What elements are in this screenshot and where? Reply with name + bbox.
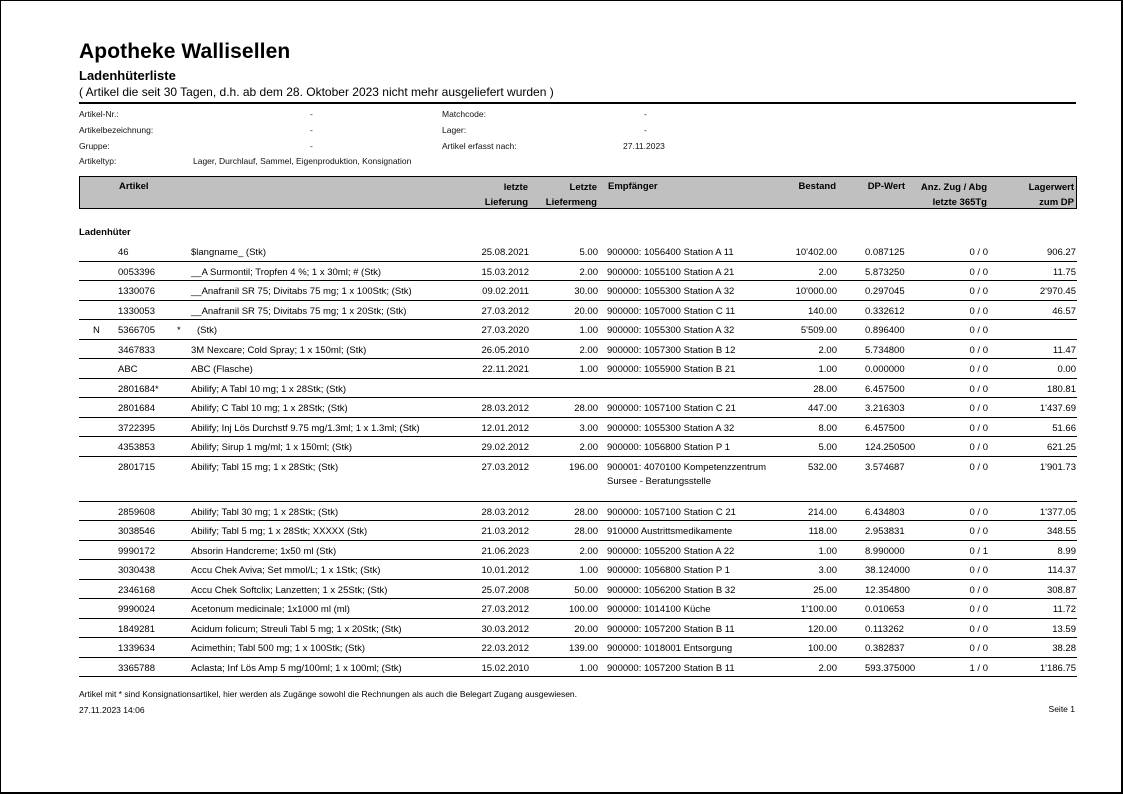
cell-empfaenger: 900000: 1055900 Station B 21 <box>607 364 736 375</box>
cell-artikel-nr: 2801684 <box>118 403 155 414</box>
cell-letzte-lieferung: 27.03.2012 <box>481 604 529 615</box>
table-body <box>79 242 1077 677</box>
cell-letzte-lieferung: 25.07.2008 <box>481 584 529 596</box>
cell-zug-abg: 0 / 1 <box>969 545 988 557</box>
cell-artikel-name: __Anafranil SR 75; Divitabs 75 mg; 1 x 100Stk; (Stk) <box>191 286 412 297</box>
cell-artikel-name: Abilify; Tabl 5 mg; 1 x 28Stk; XXXXX (Stk) <box>191 526 368 537</box>
cell-bestand: 118.00 <box>808 526 837 537</box>
cell-lagerwert: 348.55 <box>1046 526 1076 537</box>
cell-bestand: 447.00 <box>807 403 837 414</box>
cell-zug-abg: 1 / 0 <box>969 662 988 674</box>
cell-letzte-lieferung: 21.06.2023 <box>481 545 529 557</box>
cell-artikel-nr: 5366705 <box>118 325 155 336</box>
cell-dp-wert: 0.382837 <box>865 643 905 654</box>
cell-letzte-lieferung: 27.03.2012 <box>481 461 529 473</box>
cell-artikel-nr: 3467833 <box>118 344 155 356</box>
page-number: Seite 1 <box>1048 704 1075 714</box>
cell-letzte-lieferung: 22.11.2021 <box>482 364 529 375</box>
cell-konsignation-mark: * <box>177 325 181 336</box>
cell-empfaenger: 900000: 1018001 Entsorgung <box>607 643 733 654</box>
cell-zug-abg: 0 / 0 <box>969 506 988 518</box>
cell-lagerwert: 180.81 <box>1046 383 1076 395</box>
cell-artikel-name: Acidum folicum; Streuli Tabl 5 mg; 1 x 20Stk; (Stk) <box>191 623 402 635</box>
cell-letzte-lieferung: 09.02.2011 <box>482 286 529 297</box>
cell-liefermenge: 2.00 <box>579 442 598 453</box>
cell-empfaenger: 910000 Austrittsmedikamente <box>607 526 733 537</box>
cell-artikel-nr: 2346168 <box>118 584 155 596</box>
cell-zug-abg: 0 / 0 <box>969 266 988 278</box>
cell-lagerwert: 1'901.73 <box>1039 461 1076 473</box>
cell-dp-wert: 0.896400 <box>865 325 905 336</box>
print-datetime: 27.11.2023 14:06 <box>79 705 145 715</box>
col-header-lagerwert-line2: zum DP <box>1039 197 1074 208</box>
cell-bestand: 10'402.00 <box>795 247 837 258</box>
table-row <box>79 599 1077 619</box>
cell-dp-wert: 0.113262 <box>865 623 904 635</box>
cell-lagerwert: 0.00 <box>1057 364 1076 375</box>
cell-liefermenge: 196.00 <box>568 461 598 473</box>
cell-artikel-name: ABC (Flasche) <box>191 364 253 375</box>
cell-bestand: 214.00 <box>807 506 837 518</box>
cell-lagerwert: 11.75 <box>1052 266 1076 278</box>
cell-zug-abg: 0 / 0 <box>969 305 988 317</box>
cell-liefermenge: 50.00 <box>574 584 598 596</box>
cell-dp-wert: 6.457500 <box>865 383 905 395</box>
cell-dp-wert: 0.297045 <box>865 286 905 297</box>
cell-dp-wert: 8.990000 <box>865 545 905 557</box>
cell-empfaenger: 900000: 1057100 Station C 21 <box>607 403 736 414</box>
col-header-liefermenge-line1: Letzte <box>569 182 597 193</box>
cell-empfaenger: 900000: 1056200 Station B 32 <box>607 584 736 596</box>
cell-artikel-name: $langname_ (Stk) <box>191 247 266 258</box>
cell-letzte-lieferung: 27.03.2020 <box>481 325 529 336</box>
table-row <box>79 502 1077 522</box>
cell-zug-abg: 0 / 0 <box>969 461 988 473</box>
cell-artikel-name: Abilify; A Tabl 10 mg; 1 x 28Stk; (Stk) <box>191 383 347 395</box>
col-header-empfaenger: Empfänger <box>608 181 658 192</box>
cell-liefermenge: 139.00 <box>568 643 598 654</box>
cell-zug-abg: 0 / 0 <box>969 364 988 375</box>
report-subtitle: Ladenhüterliste <box>79 68 176 83</box>
filter-label-artikel-nr: Artikel-Nr.: <box>79 109 119 119</box>
cell-lagerwert: 2'970.45 <box>1039 286 1076 297</box>
cell-empfaenger: 900000: 1055100 Station A 21 <box>607 266 735 278</box>
col-header-dp-wert: DP-Wert <box>867 181 905 192</box>
cell-liefermenge: 2.00 <box>579 266 598 278</box>
cell-artikel-name: Absorin Handcreme; 1x50 ml (Stk) <box>191 545 337 557</box>
filter-label-artikeltyp: Artikeltyp: <box>79 156 117 166</box>
table-row <box>79 521 1077 541</box>
cell-artikel-name: Abilify; Tabl 15 mg; 1 x 28Stk; (Stk) <box>191 461 339 473</box>
cell-artikel-nr: 2859608 <box>118 506 155 518</box>
cell-artikel-nr: 0053396 <box>118 266 155 278</box>
cell-dp-wert: 593.375000 <box>865 662 916 674</box>
table-row <box>79 262 1077 282</box>
cell-zug-abg: 0 / 0 <box>969 422 988 434</box>
filter-value-gruppe: - <box>310 141 313 151</box>
cell-bestand: 100.00 <box>807 643 837 654</box>
cell-dp-wert: 5.873250 <box>865 266 905 278</box>
cell-empfaenger: 900000: 1056800 Station P 1 <box>607 442 730 453</box>
cell-artikel-nr: 1339634 <box>118 643 155 654</box>
cell-flag: N <box>93 325 100 336</box>
cell-bestand: 2.00 <box>818 662 837 674</box>
filter-label-matchcode: Matchcode: <box>442 109 486 119</box>
cell-bestand: 25.00 <box>813 584 837 596</box>
cell-letzte-lieferung: 29.02.2012 <box>481 442 529 453</box>
cell-empfaenger: 900000: 1057300 Station B 12 <box>607 344 736 356</box>
cell-artikel-nr: 1330053 <box>118 305 155 317</box>
filter-row-artikeltyp <box>79 156 1077 168</box>
cell-artikel-name: __A Surmontil; Tropfen 4 %; 1 x 30ml; # (Stk) <box>191 266 382 278</box>
cell-bestand: 140.00 <box>807 305 837 317</box>
table-row <box>79 580 1077 600</box>
cell-letzte-lieferung: 28.03.2012 <box>481 403 529 414</box>
table-row <box>79 340 1077 360</box>
cell-dp-wert: 6.457500 <box>865 422 905 434</box>
cell-lagerwert: 11.72 <box>1052 604 1076 615</box>
cell-empfaenger: 900000: 1057100 Station C 21 <box>607 506 736 518</box>
filter-value-artikelbezeichnung: - <box>310 125 313 135</box>
col-header-zug-abg-line2: letzte 365Tg <box>932 197 987 208</box>
cell-artikel-nr: 2801715 <box>118 461 155 473</box>
cell-zug-abg: 0 / 0 <box>969 584 988 596</box>
section-label: Ladenhüter <box>79 227 131 238</box>
cell-empfaenger: 900000: 1055300 Station A 32 <box>607 286 735 297</box>
cell-artikel-name: Abilify; Sirup 1 mg/ml; 1 x 150ml; (Stk) <box>191 442 353 453</box>
cell-artikel-nr: 46 <box>118 247 129 258</box>
cell-empfaenger: 900000: 1057200 Station B 11 <box>607 623 735 635</box>
filter-row-artikelbezeichnung <box>79 125 1077 137</box>
cell-bestand: 1'100.00 <box>800 604 837 615</box>
cell-bestand: 2.00 <box>818 266 837 278</box>
cell-dp-wert: 5.734800 <box>865 344 905 356</box>
cell-dp-wert: 3.574687 <box>865 461 905 473</box>
cell-artikel-name: Accu Chek Aviva; Set mmol/L; 1 x 1Stk; (Stk) <box>191 565 381 576</box>
table-row <box>79 619 1077 639</box>
cell-lagerwert: 8.99 <box>1057 545 1076 557</box>
table-row <box>79 242 1077 262</box>
cell-dp-wert: 0.087125 <box>865 247 905 258</box>
footnote: Artikel mit * sind Konsignationsartikel, hier werden als Zugänge sowohl die Rechnungen als auch die Belegart Zugang ausgewiesen. <box>79 689 578 699</box>
cell-bestand: 3.00 <box>818 565 837 576</box>
cell-letzte-lieferung: 22.03.2012 <box>481 643 529 654</box>
cell-dp-wert: 0.000000 <box>865 364 905 375</box>
col-header-letzte-lieferung-line2: Lieferung <box>484 197 528 208</box>
cell-artikel-nr: 3722395 <box>118 422 155 434</box>
cell-artikel-nr: 1330076 <box>118 286 155 297</box>
cell-empfaenger: 900000: 1056400 Station A 11 <box>607 247 734 258</box>
table-row <box>79 418 1077 438</box>
table-header <box>79 176 1077 209</box>
cell-bestand: 120.00 <box>807 623 837 635</box>
cell-liefermenge: 1.00 <box>579 662 598 674</box>
cell-artikel-name: Aclasta; Inf Lös Amp 5 mg/100ml; 1 x 100ml; (Stk) <box>191 662 402 674</box>
cell-zug-abg: 0 / 0 <box>969 325 988 336</box>
cell-lagerwert: 308.87 <box>1046 584 1076 596</box>
table-row <box>79 638 1077 658</box>
cell-dp-wert: 12.354800 <box>865 584 910 596</box>
cell-empfaenger: 900000: 1055300 Station A 32 <box>607 325 735 336</box>
cell-artikel-name: Abilify; Tabl 30 mg; 1 x 28Stk; (Stk) <box>191 506 339 518</box>
table-row <box>79 281 1077 301</box>
col-header-bestand: Bestand <box>798 181 836 192</box>
cell-liefermenge: 1.00 <box>579 325 598 336</box>
cell-zug-abg: 0 / 0 <box>969 403 988 414</box>
cell-letzte-lieferung: 12.01.2012 <box>481 422 529 434</box>
cell-zug-abg: 0 / 0 <box>969 604 988 615</box>
cell-liefermenge: 5.00 <box>579 247 598 258</box>
cell-artikel-nr: 3365788 <box>118 662 155 674</box>
cell-liefermenge: 1.00 <box>579 364 598 375</box>
cell-empfaenger: 900000: 1056800 Station P 1 <box>607 565 730 576</box>
table-row <box>79 437 1077 457</box>
cell-lagerwert: 13.59 <box>1052 623 1076 635</box>
filter-label-artikelbezeichnung: Artikelbezeichnung: <box>79 125 154 135</box>
header-divider <box>79 102 1076 104</box>
cell-artikel-nr: 9990024 <box>118 604 155 615</box>
cell-zug-abg: 0 / 0 <box>969 565 988 576</box>
table-row <box>79 379 1077 399</box>
cell-letzte-lieferung: 21.03.2012 <box>481 526 529 537</box>
filter-row-gruppe <box>79 141 1077 153</box>
cell-empfaenger: 900000: 1057200 Station B 11 <box>607 662 735 674</box>
cell-artikel-name: Abilify; C Tabl 10 mg; 1 x 28Stk; (Stk) <box>191 403 348 414</box>
cell-lagerwert: 114.37 <box>1047 565 1076 576</box>
cell-artikel-nr: 3038546 <box>118 526 155 537</box>
report-description: ( Artikel die seit 30 Tagen, d.h. ab dem 28. Oktober 2023 nicht mehr ausgeliefert wurden ) <box>79 85 554 99</box>
cell-zug-abg: 0 / 0 <box>969 442 988 453</box>
filter-label-gruppe: Gruppe: <box>79 141 110 151</box>
cell-lagerwert: 51.66 <box>1052 422 1076 434</box>
cell-lagerwert: 621.25 <box>1046 442 1076 453</box>
cell-artikel-name: Acimethin; Tabl 500 mg; 1 x 100Stk; (Stk) <box>191 643 366 654</box>
cell-bestand: 2.00 <box>818 344 837 356</box>
cell-artikel-nr: 1849281 <box>118 623 155 635</box>
cell-letzte-lieferung: 15.03.2012 <box>481 266 529 278</box>
cell-empfaenger: 900000: 1057000 Station C 11 <box>607 305 736 317</box>
cell-artikel-name: Accu Chek Softclix; Lanzetten; 1 x 25Stk; (Stk) <box>191 584 388 596</box>
cell-artikel-name: Abilify; Inj Lös Durchstf 9.75 mg/1.3ml; 1 x 1.3ml; (Stk) <box>191 422 420 434</box>
cell-dp-wert: 38.124000 <box>865 565 910 576</box>
table-row <box>79 457 1077 502</box>
cell-bestand: 5.00 <box>818 442 837 453</box>
cell-lagerwert: 38.28 <box>1052 643 1076 654</box>
cell-artikel-nr: 9990172 <box>118 545 155 557</box>
cell-liefermenge: 2.00 <box>579 344 598 356</box>
filter-value-artikeltyp: Lager, Durchlauf, Sammel, Eigenproduktion, Konsignation <box>193 156 412 166</box>
filter-value-artikel-nr: - <box>310 109 313 119</box>
cell-artikel-name: 3M Nexcare; Cold Spray; 1 x 150ml; (Stk) <box>191 344 367 356</box>
cell-zug-abg: 0 / 0 <box>969 643 988 654</box>
cell-empfaenger: 900000: 1014100 Küche <box>607 604 711 615</box>
table-row <box>79 301 1077 321</box>
filter-value-lager: - <box>644 125 647 135</box>
cell-empfaenger: 900001: 4070100 Kompetenzzentrum Sursee - Beratungsstelle <box>607 461 766 487</box>
cell-liefermenge: 1.00 <box>579 565 598 576</box>
cell-artikel-name: __Anafranil SR 75; Divitabs 75 mg; 1 x 20Stk; (Stk) <box>191 305 407 317</box>
filter-row-artikel-nr <box>79 109 1077 121</box>
cell-lagerwert: 1'377.05 <box>1039 506 1076 518</box>
cell-zug-abg: 0 / 0 <box>969 623 988 635</box>
cell-letzte-lieferung: 10.01.2012 <box>481 565 529 576</box>
cell-artikel-name: (Stk) <box>197 325 218 336</box>
table-row <box>79 398 1077 418</box>
cell-letzte-lieferung: 28.03.2012 <box>481 506 529 518</box>
table-row <box>79 658 1077 678</box>
cell-bestand: 10'000.00 <box>795 286 837 297</box>
filter-value-erfasst-nach: 27.11.2023 <box>623 141 665 151</box>
cell-dp-wert: 124.250500 <box>865 442 916 453</box>
table-row <box>79 320 1077 340</box>
cell-zug-abg: 0 / 0 <box>969 383 988 395</box>
cell-letzte-lieferung: 26.05.2010 <box>481 344 529 356</box>
cell-bestand: 1.00 <box>818 364 837 375</box>
cell-artikel-nr: 4353853 <box>118 442 155 453</box>
cell-lagerwert: 46.57 <box>1052 305 1076 317</box>
cell-liefermenge: 30.00 <box>574 286 598 297</box>
cell-lagerwert: 1'437.69 <box>1039 403 1076 414</box>
cell-bestand: 1.00 <box>818 545 837 557</box>
cell-dp-wert: 6.434803 <box>865 506 905 518</box>
cell-liefermenge: 28.00 <box>574 403 598 414</box>
table-row <box>79 359 1077 379</box>
cell-dp-wert: 0.010653 <box>865 604 905 615</box>
col-header-lagerwert-line1: Lagerwert <box>1028 182 1074 193</box>
cell-artikel-name: Acetonum medicinale; 1x1000 ml (ml) <box>191 604 350 615</box>
cell-artikel-nr: 2801684* <box>118 383 159 395</box>
cell-artikel-nr: 3030438 <box>118 565 155 576</box>
cell-liefermenge: 2.00 <box>579 545 598 557</box>
col-header-artikel: Artikel <box>119 181 149 192</box>
cell-lagerwert: 906.27 <box>1046 247 1076 258</box>
filter-label-lager: Lager: <box>442 125 467 135</box>
cell-letzte-lieferung: 27.03.2012 <box>481 305 529 317</box>
table-row <box>79 541 1077 561</box>
cell-bestand: 532.00 <box>807 461 837 473</box>
cell-bestand: 5'509.00 <box>800 325 837 336</box>
cell-dp-wert: 0.332612 <box>865 305 905 317</box>
cell-empfaenger: 900000: 1055200 Station A 22 <box>607 545 735 557</box>
cell-liefermenge: 28.00 <box>574 526 598 537</box>
cell-dp-wert: 2.953831 <box>865 526 905 537</box>
cell-letzte-lieferung: 30.03.2012 <box>481 623 529 635</box>
cell-dp-wert: 3.216303 <box>865 403 905 414</box>
cell-liefermenge: 20.00 <box>574 623 598 635</box>
cell-zug-abg: 0 / 0 <box>969 247 988 258</box>
cell-bestand: 28.00 <box>813 383 837 395</box>
report-title: Apotheke Wallisellen <box>79 40 291 63</box>
cell-zug-abg: 0 / 0 <box>969 526 988 537</box>
col-header-letzte-lieferung-line1: letzte <box>503 182 528 193</box>
cell-liefermenge: 100.00 <box>568 604 598 615</box>
cell-artikel-nr: ABC <box>118 364 138 375</box>
filter-label-erfasst-nach: Artikel erfasst nach: <box>442 141 517 151</box>
cell-lagerwert: 1'186.75 <box>1039 662 1076 674</box>
cell-lagerwert: 11.47 <box>1052 344 1076 356</box>
cell-letzte-lieferung: 25.08.2021 <box>481 247 529 258</box>
cell-liefermenge: 28.00 <box>574 506 598 518</box>
cell-letzte-lieferung: 15.02.2010 <box>481 662 529 674</box>
col-header-zug-abg-line1: Anz. Zug / Abg <box>920 182 987 193</box>
table-row <box>79 560 1077 580</box>
cell-zug-abg: 0 / 0 <box>969 344 988 356</box>
filter-value-matchcode: - <box>644 109 647 119</box>
cell-liefermenge: 3.00 <box>579 422 598 434</box>
cell-liefermenge: 20.00 <box>574 305 598 317</box>
cell-zug-abg: 0 / 0 <box>969 286 988 297</box>
col-header-liefermenge-line2: Liefermeng <box>545 197 597 208</box>
cell-bestand: 8.00 <box>818 422 837 434</box>
cell-empfaenger: 900000: 1055300 Station A 32 <box>607 422 735 434</box>
